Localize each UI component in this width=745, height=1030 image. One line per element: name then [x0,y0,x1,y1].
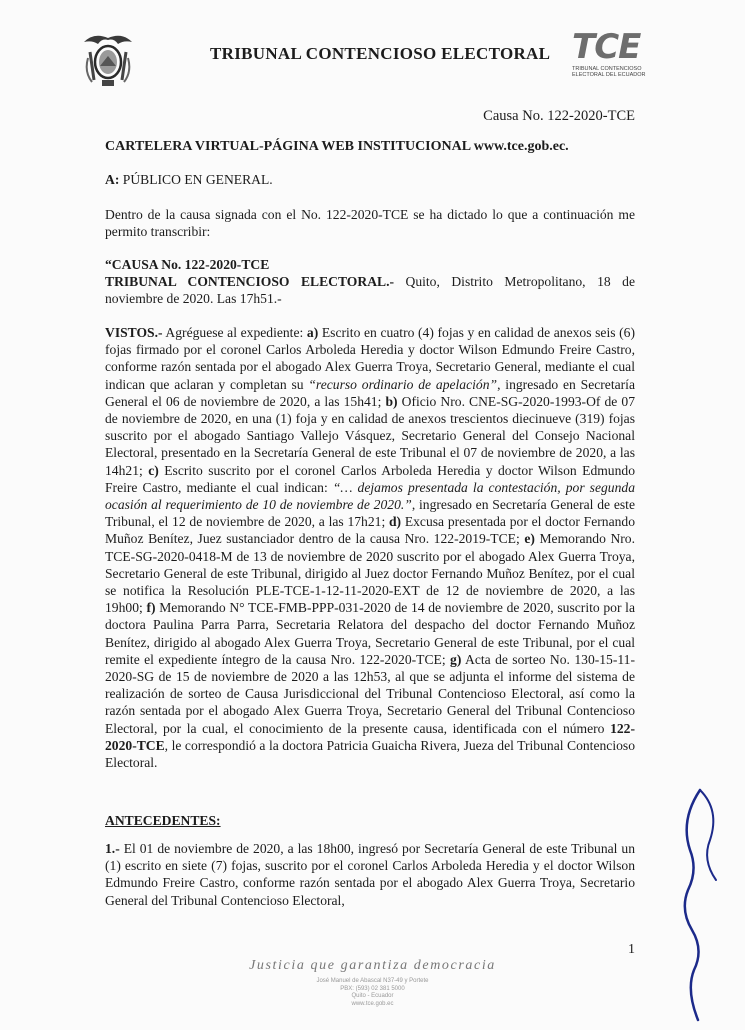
footer-motto: Justicia que garantiza democracia [249,958,496,973]
antecedentes-heading [105,812,635,829]
case-reference: Causa No. 122-2020-TCE [483,108,635,124]
vistos-quote: “… dejamos presentada la contestación, por segunda ocasión al requerimiento de 10 de noviembre de 2020.” [105,479,635,513]
logo-mark: TCE [572,27,641,67]
footer-address [0,978,745,1008]
item-marker: c) [148,462,159,478]
vistos-text: Oficio Nro. CNE-SG-2020-1993-Of de 07 de noviembre de 2020, en una (1) foja y en calidad de anexos trescientos diecinueve (319) fojas suscrito por el abogado Santiago Vallejo Vásquez, Secretario General del Consejo Nacional Electoral, presentado en la Secretaría General de este Tribunal el 07 de noviembre de 2020, a las 14h21; [105,393,636,478]
logo-subtitle-line: TRIBUNAL CONTENCIOSO [572,66,642,72]
quote-causa: “CAUSA No. 122-2020-TCE [105,257,270,272]
vistos-text: Memorando Nro. TCE-SG-2020-0418-M de 13 de noviembre de 2020 suscrito por el abogado Alex Guerra Troya, Secretario General de este Tribunal, dirigido al Juez doctor Fernando Muñoz Benítez, por el cual se notifica la Resolución PLE-TCE-1-12-11-2020-EXT de 12 de noviembre de 2020, a las 19h00; [105,531,635,616]
vistos-text: , ingresado en Secretaría General de este Tribunal, el 12 de noviembre de 2020, a las 17h21; [105,497,635,530]
vistos-text: Escrito suscrito por el coronel Carlos Arboleda Heredia y doctor Wilson Edmundo Freire Castro, mediante el cual indican: [105,462,635,495]
antecedentes-paragraph [105,840,635,909]
vistos-label: VISTOS.- [105,325,163,340]
footer-address-line: PBX: (593) 02 381 5000 [340,985,405,992]
addressee-line [105,171,635,188]
case-number-bold: 122-2020-TCE [105,720,635,753]
page-number: 1 [628,942,635,957]
antecedentes-title: ANTECEDENTES: [105,813,221,828]
addressee-text: PÚBLICO EN GENERAL. [119,172,273,187]
vistos-text: , ingresado en Secretaría General el 06 de noviembre de 2020, a las 15h41; [105,376,635,409]
addressee-label: A: [105,172,120,187]
vistos-text: Acta de sorteo No. 130-15-11-2020-SG de 15 de noviembre de 2020 a las 12h53, al que se adjunta el informe del sistema de realización de sorteo de Causa Jurisdiccional del Tribunal Contencioso Electoral, así como la razón sentada por el abogado Alex Guerra Troya, Secretario General del Tribunal Contencioso Electoral, por la cual, el conocimiento de la presente causa, identificada con el número [105,651,635,736]
logo-subtitle [572,66,668,78]
item-marker: e) [524,531,535,547]
ecuador-coat-of-arms-icon [80,28,136,90]
cartelera-heading: CARTELERA VIRTUAL-PÁGINA WEB INSTITUCIONAL www.tce.gob.ec. [105,139,569,154]
vistos-text: Agréguese al expediente: [162,325,307,340]
item-marker: d) [388,514,402,530]
logo-subtitle-line: ELECTORAL DEL ECUADOR [572,72,646,78]
quote-heading [105,273,635,307]
intro-paragraph: Dentro de la causa signada con el No. 122-2020-TCE se ha dictado lo que a continuación me permito transcribir: [105,207,635,240]
vistos-text: , le correspondió a la doctora Patricia Guaicha Rivera, Jueza del Tribunal Contencioso Electoral. [105,737,635,771]
footer-address-line: Quito - Ecuador [351,993,394,999]
item-marker: a) [306,325,319,340]
quote-block [105,256,635,308]
quote-tribunal: TRIBUNAL CONTENCIOSO ELECTORAL.- [105,274,395,290]
vistos-quote: “recurso ordinario de apelación” [308,376,498,392]
antecedentes-text: El 01 de noviembre de 2020, a las 18h00, ingresó por Secretaría General de este Tribunal un (1) escrito en siete (7) fojas, suscrito por el coronel Carlos Arboleda Heredia y el doctor Wilson Edmundo Freire Castro, conforme razón sentada por el abogado Alex Guerra Troya, Secretario General del Tribunal Contencioso Electoral, [105,841,635,908]
vistos-text: Excusa presentada por el doctor Fernando Muñoz Benítez, Juez sustanciador dentro de la causa Nro. 122-2019-TCE; [105,514,635,547]
item-marker: f) [146,600,156,616]
vistos-text: Memorando N° TCE-FMB-PPP-031-2020 de 14 de noviembre de 2020, suscrito por la doctora Paulina Parra Parra, Secretaria Relatora del despacho del doctor Fernando Muñoz Benítez, dirigido al abogado Alex Guerra Troya, Secretario General de este Tribunal, por el cual remite el expediente íntegro de la causa Nro. 122-2020-TCE; [105,600,635,667]
item-marker: 1.- [105,841,120,856]
header-title: TRIBUNAL CONTENCIOSO ELECTORAL [210,44,551,63]
item-marker: g) [450,651,462,667]
footer-address-line: www.tce.gob.ec [351,1000,394,1007]
item-marker: b) [385,393,398,409]
footer-address-line: José Manuel de Abascal N37-49 y Portete [316,978,429,984]
quote-place-date: Quito, Distrito Metropolitano, 18 de noviembre de 2020. Las 17h51.- [105,274,635,307]
tce-logo [572,27,668,78]
vistos-text: Escrito en cuatro (4) fojas y en calidad de anexos seis (6) fojas firmado por el coronel Carlos Arboleda Heredia y doctor Wilson Edmundo Freire Castro, conforme razón sentada por el abogado Alex Guerra Troya, Secretario General, mediante el cual indican que aclaran y completan su [105,325,635,392]
vistos-paragraph [105,324,635,771]
